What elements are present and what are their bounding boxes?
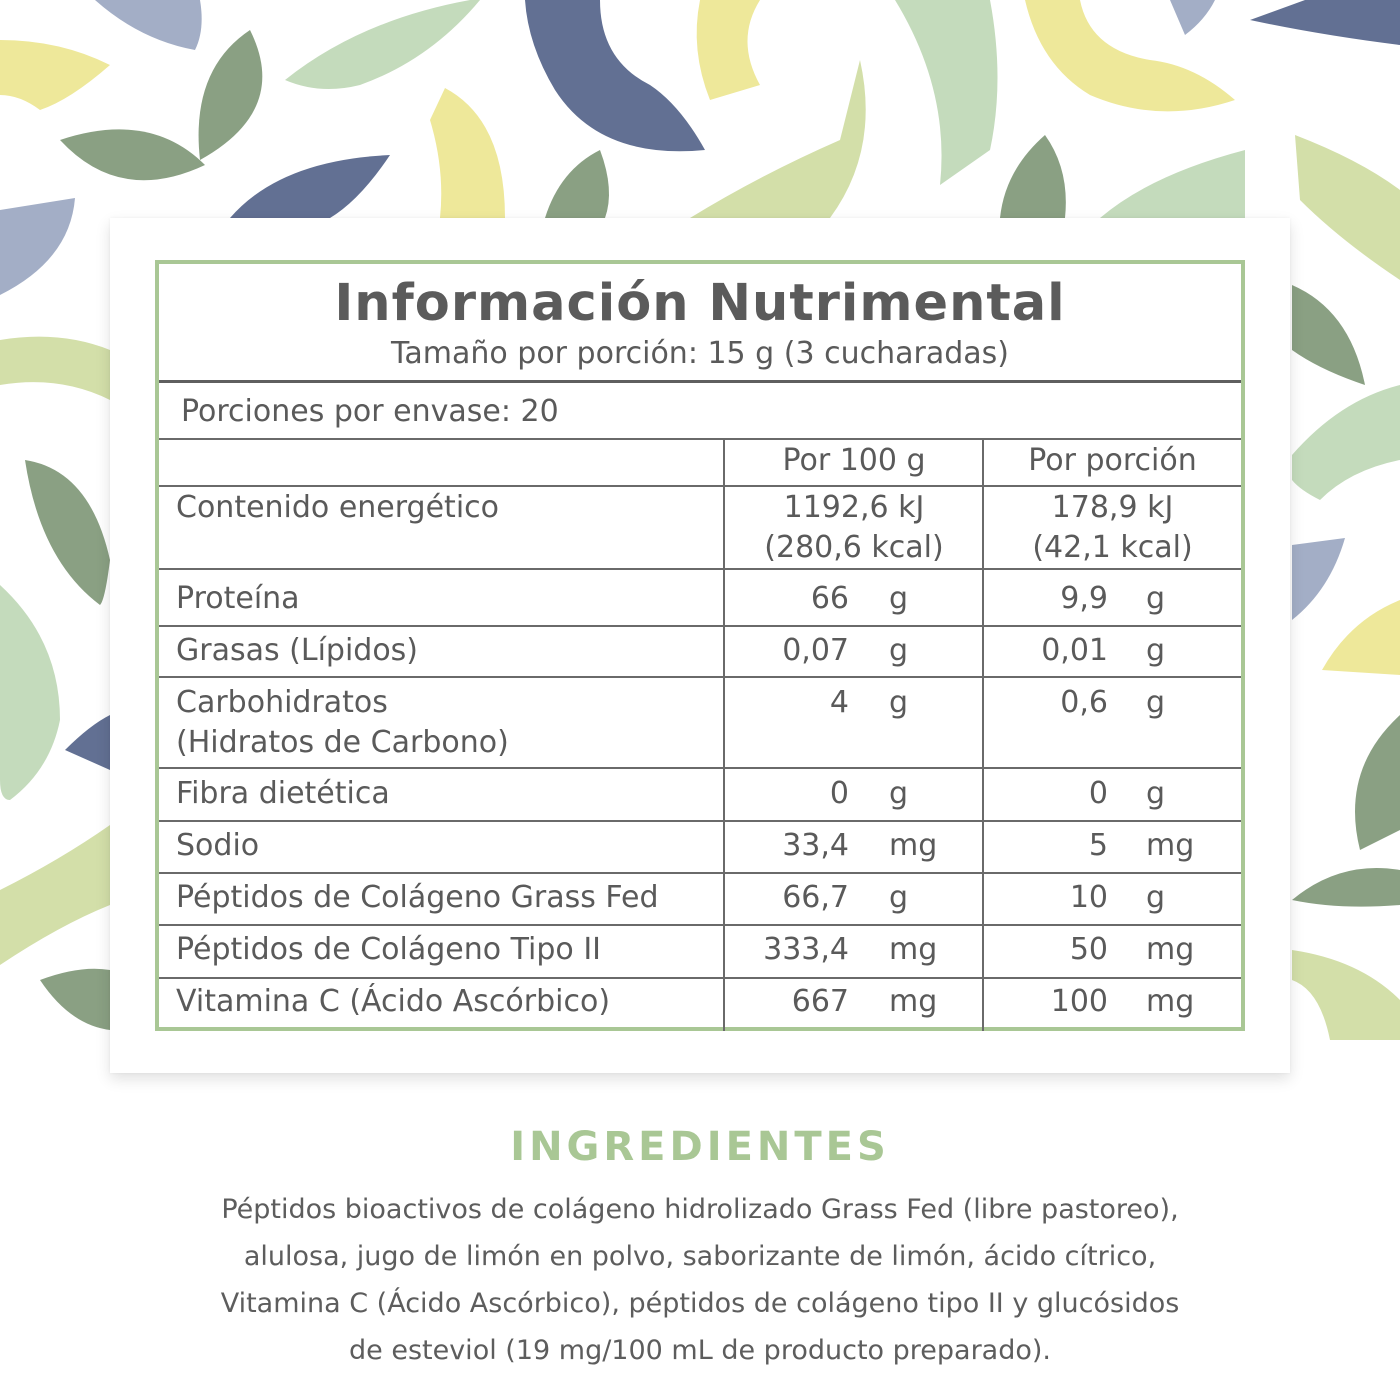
nutrient-value: 0 bbox=[1088, 776, 1108, 811]
nutrient-unit: g bbox=[889, 880, 909, 915]
leaf-shape bbox=[1292, 868, 1400, 907]
leaf-shape bbox=[525, 0, 705, 151]
leaf-shape bbox=[0, 585, 60, 800]
nutrient-unit: mg bbox=[889, 984, 938, 1019]
leaf-shape bbox=[545, 150, 609, 218]
ingredients-text bbox=[150, 1186, 1250, 1374]
nutrient-name: Vitamina C (Ácido Ascórbico) bbox=[176, 984, 611, 1019]
nutrient-unit: g bbox=[889, 581, 909, 616]
nutrient-value: 100 bbox=[1050, 984, 1108, 1019]
nutrient-name: Grasas (Lípidos) bbox=[176, 633, 419, 668]
nutrient-unit: mg bbox=[889, 828, 938, 863]
divider bbox=[159, 872, 1241, 874]
nutrient-name-sub: (Hidratos de Carbono) bbox=[176, 725, 509, 760]
servings-per-container: Porciones por envase: 20 bbox=[181, 394, 559, 429]
nutrient-value: 50 bbox=[1069, 932, 1108, 967]
divider bbox=[159, 625, 1241, 627]
leaf-shape bbox=[430, 88, 505, 218]
serving-size: Tamaño por porción: 15 g (3 cucharadas) bbox=[391, 336, 1009, 371]
nutrient-name: Proteína bbox=[176, 581, 300, 616]
nutrient-unit: mg bbox=[889, 932, 938, 967]
energy-kcal: (42,1 kcal) bbox=[1032, 530, 1193, 565]
leaf-shape bbox=[95, 0, 202, 50]
leaf-shape bbox=[0, 198, 75, 295]
nutrient-value: 0,01 bbox=[1041, 633, 1108, 668]
nutrient-value: 66 bbox=[810, 581, 849, 616]
leaf-shape bbox=[0, 337, 110, 400]
nutrient-value: 0 bbox=[829, 776, 849, 811]
divider bbox=[159, 924, 1241, 926]
nutrient-unit: mg bbox=[1146, 828, 1195, 863]
nutrient-value: 10 bbox=[1069, 880, 1108, 915]
column-header: Por porción bbox=[1028, 443, 1197, 478]
nutrition-label bbox=[155, 260, 1245, 1031]
nutrient-unit: mg bbox=[1146, 984, 1195, 1019]
divider bbox=[159, 767, 1241, 769]
energy-kj: 178,9 kJ bbox=[1051, 490, 1174, 525]
divider bbox=[159, 485, 1241, 487]
leaf-shape bbox=[1000, 135, 1066, 218]
nutrient-name: Carbohidratos bbox=[176, 685, 388, 720]
leaf-shape bbox=[1170, 0, 1215, 35]
nutrient-value: 4 bbox=[829, 685, 849, 720]
ingredients-line: Vitamina C (Ácido Ascórbico), péptidos de colágeno tipo II y glucósidos bbox=[220, 1288, 1180, 1319]
divider bbox=[159, 380, 1241, 383]
divider bbox=[159, 977, 1241, 979]
divider bbox=[159, 568, 1241, 570]
leaf-shape bbox=[1292, 538, 1345, 620]
leaf-shape bbox=[40, 969, 110, 1030]
leaf-shape bbox=[199, 30, 263, 160]
leaf-shape bbox=[0, 825, 110, 965]
nutrient-unit: g bbox=[1146, 581, 1166, 616]
nutrient-value: 33,4 bbox=[782, 828, 849, 863]
leaf-shape bbox=[1292, 385, 1400, 500]
divider bbox=[159, 676, 1241, 678]
nutrient-name: Péptidos de Colágeno Grass Fed bbox=[176, 880, 659, 915]
ingredients-line: alulosa, jugo de limón en polvo, saborizante de limón, ácido cítrico, bbox=[243, 1241, 1157, 1272]
nutrient-name: Péptidos de Colágeno Tipo II bbox=[176, 932, 602, 967]
leaf-shape bbox=[1355, 715, 1400, 850]
energy-kcal: (280,6 kcal) bbox=[764, 530, 944, 565]
nutrient-value: 9,9 bbox=[1060, 581, 1108, 616]
leaf-shape bbox=[25, 460, 110, 605]
nutrient-name: Sodio bbox=[176, 828, 260, 863]
energy-kj: 1192,6 kJ bbox=[783, 490, 925, 525]
leaf-shape bbox=[1250, 0, 1400, 45]
leaf-shape bbox=[0, 40, 110, 110]
nutrient-value: 667 bbox=[791, 984, 849, 1019]
leaf-shape bbox=[230, 155, 390, 218]
leaf-shape bbox=[1295, 135, 1400, 280]
ingredients-title: INGREDIENTES bbox=[510, 1124, 890, 1170]
nutrient-unit: g bbox=[1146, 633, 1166, 668]
nutrient-name: Fibra dietética bbox=[176, 776, 390, 811]
leaf-shape bbox=[1100, 150, 1245, 218]
nutrient-unit: g bbox=[1146, 685, 1166, 720]
leaf-shape bbox=[1292, 950, 1400, 1040]
leaf-shape bbox=[65, 715, 110, 770]
nutrient-unit: g bbox=[889, 685, 909, 720]
divider bbox=[159, 820, 1241, 822]
nutrient-value: 0,07 bbox=[782, 633, 849, 668]
nutrient-unit: g bbox=[889, 776, 909, 811]
leaf-shape bbox=[895, 0, 998, 185]
leaf-shape bbox=[285, 0, 480, 89]
ingredients-line: de esteviol (19 mg/100 mL de producto preparado). bbox=[349, 1335, 1051, 1366]
nutrient-unit: g bbox=[1146, 776, 1166, 811]
leaf-shape bbox=[60, 129, 205, 180]
nutrient-value: 0,6 bbox=[1060, 685, 1108, 720]
nutrient-unit: g bbox=[1146, 880, 1166, 915]
nutrient-name: Contenido energético bbox=[176, 490, 499, 525]
nutrient-value: 66,7 bbox=[782, 880, 849, 915]
leaf-shape bbox=[1292, 285, 1365, 385]
nutrient-value: 333,4 bbox=[763, 932, 849, 967]
leaf-shape bbox=[697, 0, 760, 100]
nutrient-value: 5 bbox=[1088, 828, 1108, 863]
ingredients-line: Péptidos bioactivos de colágeno hidrolizado Grass Fed (libre pastoreo), bbox=[221, 1194, 1179, 1225]
column-header: Por 100 g bbox=[782, 443, 926, 478]
divider bbox=[159, 438, 1241, 440]
label-title: Información Nutrimental bbox=[334, 274, 1066, 333]
nutrient-unit: g bbox=[889, 633, 909, 668]
nutrient-unit: mg bbox=[1146, 932, 1195, 967]
leaf-shape bbox=[1322, 600, 1400, 675]
